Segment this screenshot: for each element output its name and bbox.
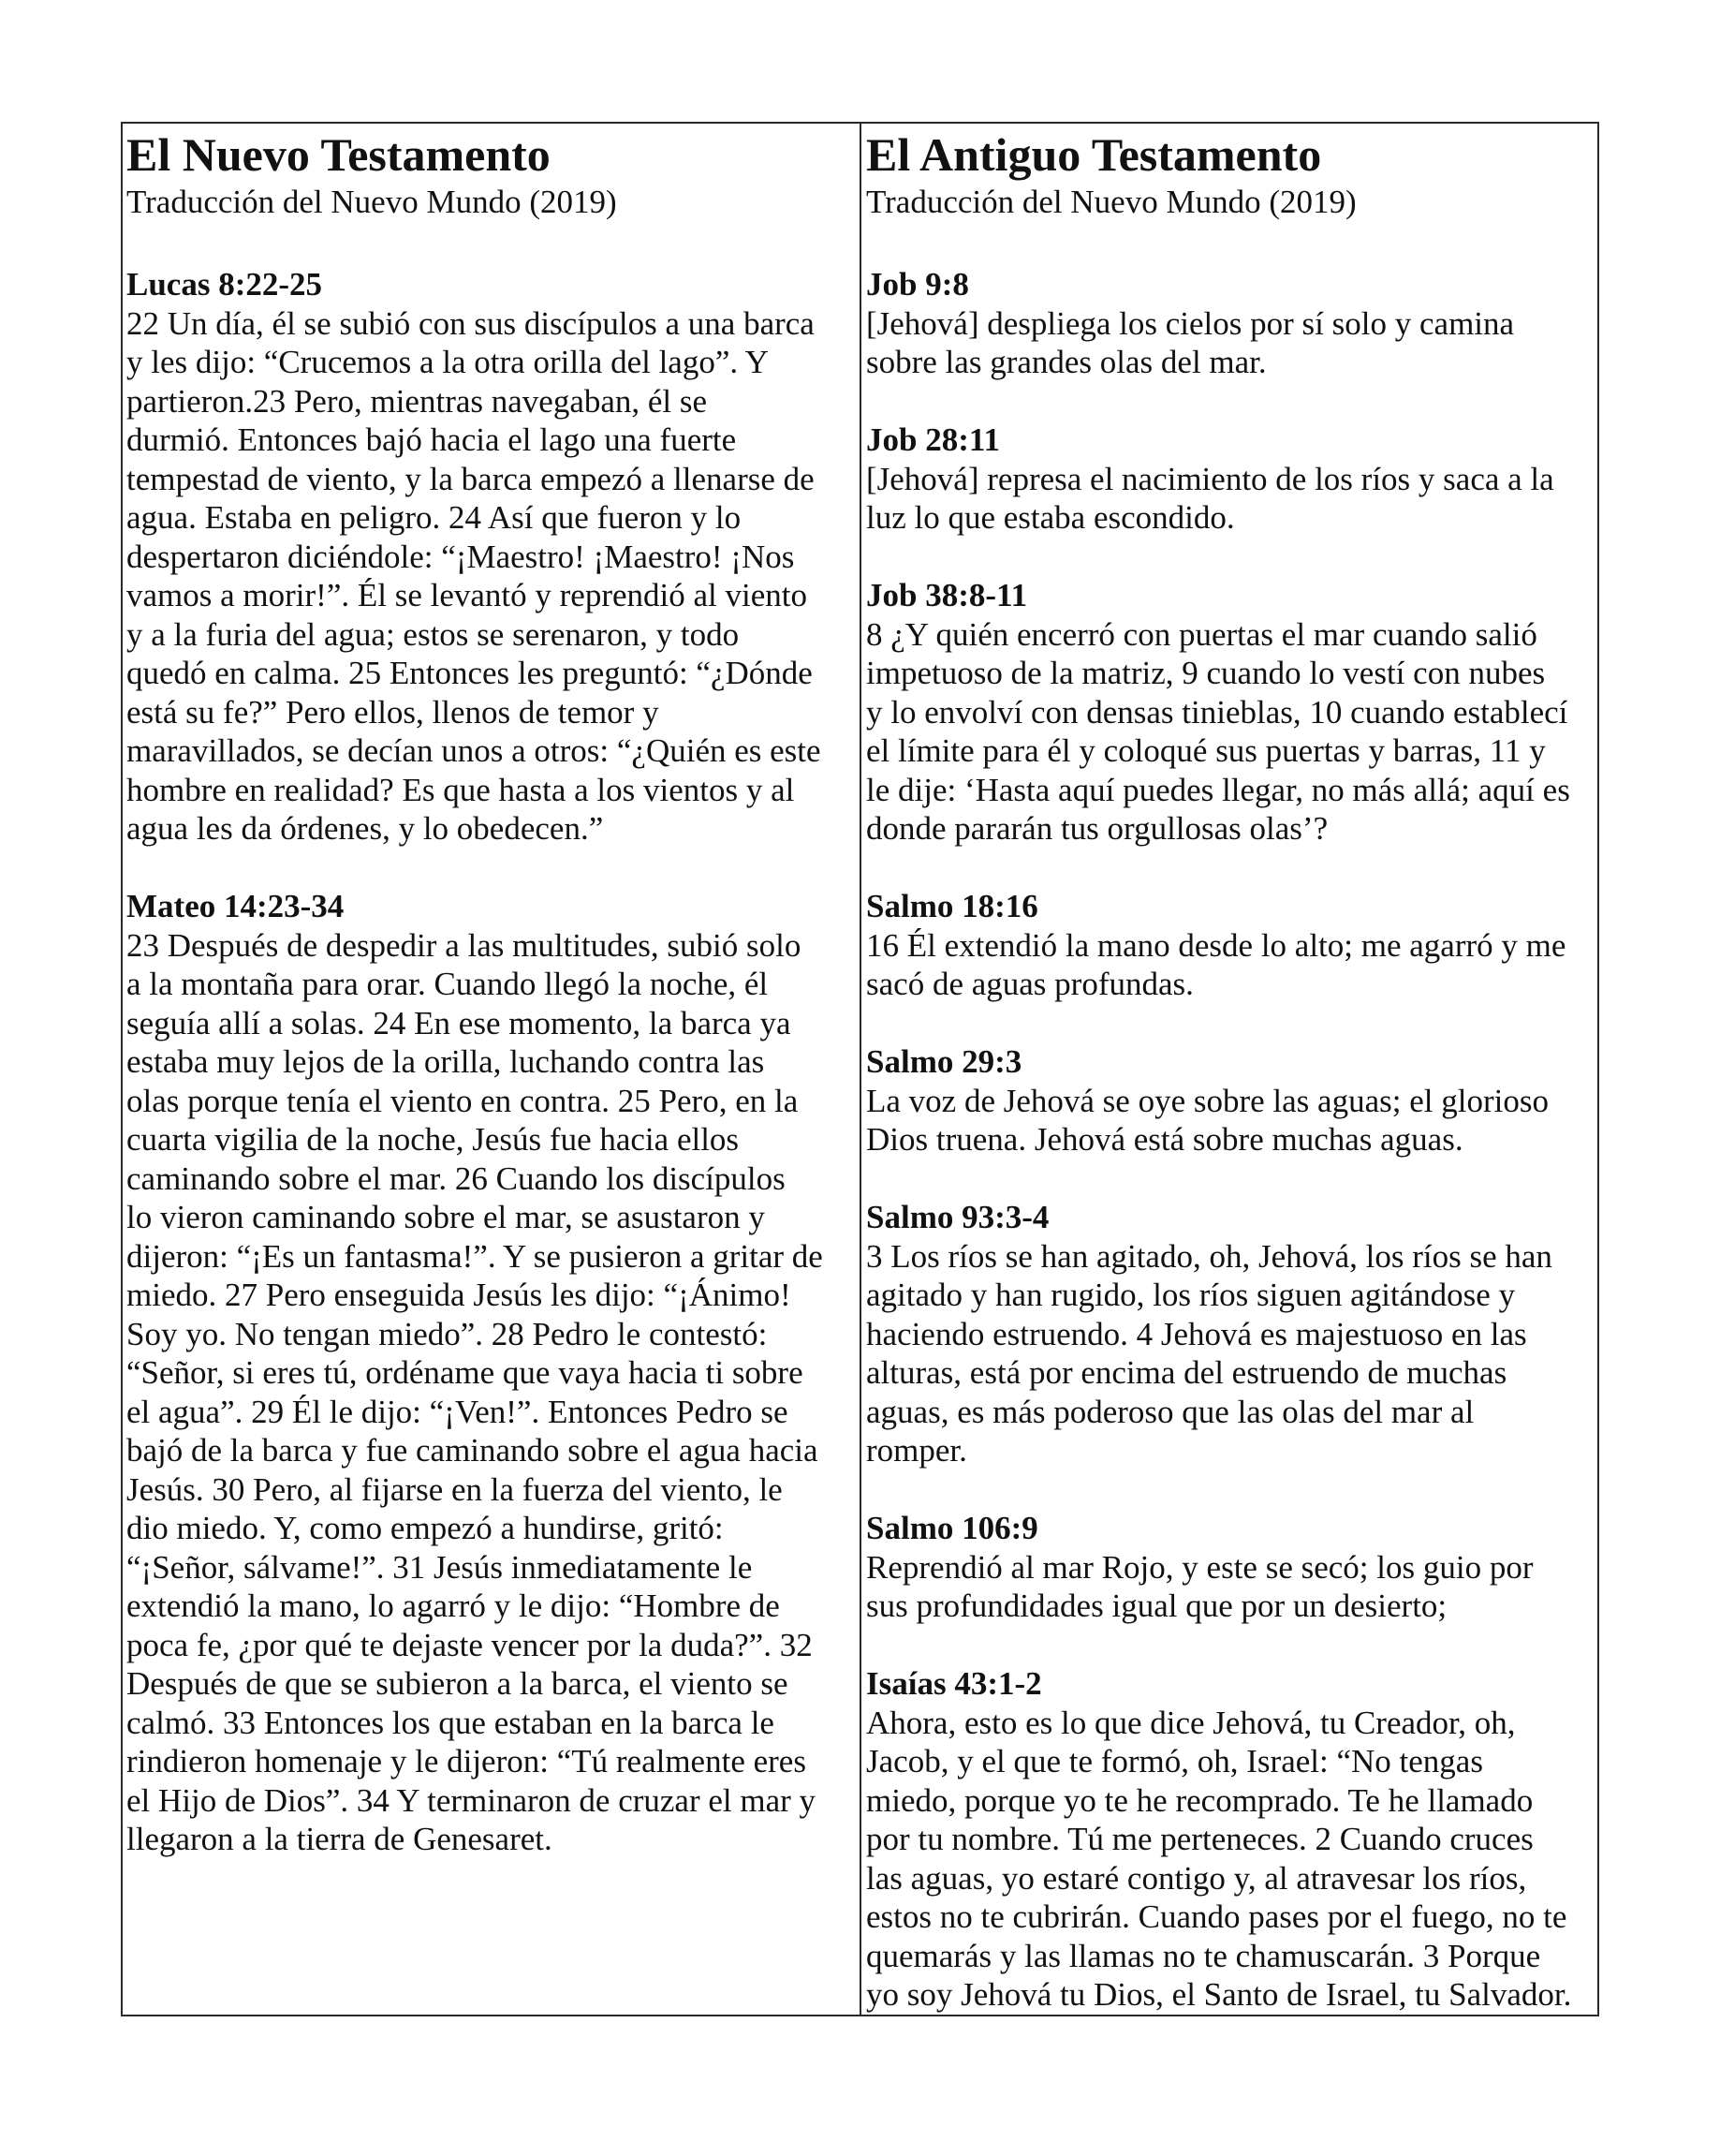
passage-reference: Salmo 106:9 bbox=[866, 1510, 1038, 1547]
text-line: sacó de aguas profundas. bbox=[866, 966, 1194, 1003]
text-line: le dije: ‘Hasta aquí puedes llegar, no más allá; aquí es bbox=[866, 771, 1570, 808]
text-line: Soy yo. No tengan miedo”. 28 Pedro le contestó: bbox=[126, 1315, 768, 1352]
passage-text bbox=[866, 1548, 1597, 1626]
text-line: 3 Los ríos se han agitado, oh, Jehová, los ríos se han bbox=[866, 1237, 1552, 1275]
passage-list bbox=[866, 265, 1597, 2015]
new-testament-column bbox=[123, 124, 861, 2015]
passage bbox=[126, 265, 860, 849]
passage bbox=[866, 1664, 1597, 2015]
passage-reference: Job 28:11 bbox=[866, 421, 1000, 459]
passage-reference: Isaías 43:1-2 bbox=[866, 1665, 1042, 1703]
passage-text bbox=[866, 615, 1597, 849]
text-line: “Señor, si eres tú, ordéname que vaya hacia ti sobre bbox=[126, 1354, 803, 1392]
text-line: agitado y han rugido, los ríos siguen agitándose y bbox=[866, 1277, 1516, 1314]
text-line: a la montaña para orar. Cuando llegó la noche, él bbox=[126, 966, 769, 1003]
text-line: 8 ¿Y quién encerró con puertas el mar cuando salió bbox=[866, 615, 1537, 653]
passage bbox=[126, 887, 860, 1859]
text-line: poca fe, ¿por qué te dejaste vencer por la duda?”. 32 bbox=[126, 1626, 813, 1663]
text-line: Ahora, esto es lo que dice Jehová, tu Creador, oh, bbox=[866, 1704, 1516, 1741]
column-subtitle: Traducción del Nuevo Mundo (2019) bbox=[126, 183, 617, 220]
text-line: quemarás y las llamas no te chamuscarán. 3 Porque bbox=[866, 1937, 1541, 1974]
text-line: seguía allí a solas. 24 En ese momento, la barca ya bbox=[126, 1004, 791, 1041]
text-line: Jacob, y el que te formó, oh, Israel: “No tengas bbox=[866, 1743, 1483, 1780]
text-line: olas porque tenía el viento en contra. 25 Pero, en la bbox=[126, 1082, 799, 1119]
text-line: y les dijo: “Crucemos a la otra orilla del lago”. Y bbox=[126, 344, 769, 381]
text-line: despertaron diciéndole: “¡Maestro! ¡Maestro! ¡Nos bbox=[126, 538, 795, 575]
text-line: las aguas, yo estaré contigo y, al atravesar los ríos, bbox=[866, 1859, 1527, 1897]
passage-text bbox=[866, 1237, 1597, 1470]
spacer bbox=[866, 221, 1597, 265]
text-line: agua. Estaba en peligro. 24 Así que fueron y lo bbox=[126, 499, 742, 537]
passage-text bbox=[866, 926, 1597, 1004]
column-title: El Antiguo Testamento bbox=[866, 128, 1322, 181]
passage-reference: Job 38:8-11 bbox=[866, 577, 1028, 614]
text-line: cuarta vigilia de la noche, Jesús fue hacia ellos bbox=[126, 1121, 740, 1159]
text-line: miedo. 27 Pero enseguida Jesús les dijo: “¡Ánimo! bbox=[126, 1277, 791, 1314]
text-line: alturas, está por encima del estruendo de muchas bbox=[866, 1354, 1507, 1392]
text-line: [Jehová] represa el nacimiento de los ríos y saca a la bbox=[866, 460, 1554, 497]
passage-text bbox=[866, 1082, 1597, 1159]
text-line: bajó de la barca y fue caminando sobre el agua hacia bbox=[126, 1432, 818, 1469]
passage bbox=[866, 887, 1597, 1004]
passage-reference: Lucas 8:22-25 bbox=[126, 266, 323, 303]
text-line: y a la furia del agua; estos se serenaron, y todo bbox=[126, 615, 740, 653]
text-line: extendió la mano, lo agarró y le dijo: “Hombre de bbox=[126, 1587, 780, 1625]
text-line: vamos a morir!”. Él se levantó y reprendió al viento bbox=[126, 577, 807, 614]
old-testament-column bbox=[861, 124, 1597, 2015]
spacer bbox=[126, 221, 860, 265]
text-line: dijeron: “¡Es un fantasma!”. Y se pusieron a gritar de bbox=[126, 1237, 823, 1275]
text-line: partieron.23 Pero, mientras navegaban, él se bbox=[126, 382, 708, 420]
text-line: estaba muy lejos de la orilla, luchando contra las bbox=[126, 1043, 765, 1081]
text-line: el Hijo de Dios”. 34 Y terminaron de cruzar el mar y bbox=[126, 1781, 816, 1819]
text-line: llegaron a la tierra de Genesaret. bbox=[126, 1821, 552, 1858]
comparison-table bbox=[121, 122, 1599, 2016]
text-line: 22 Un día, él se subió con sus discípulos a una barca bbox=[126, 304, 815, 342]
text-line: donde pararán tus orgullosas olas’? bbox=[866, 810, 1329, 848]
text-line: miedo, porque yo te he recomprado. Te he llamado bbox=[866, 1781, 1534, 1819]
text-line: agua les da órdenes, y lo obedecen.” bbox=[126, 810, 604, 848]
text-line: hombre en realidad? Es que hasta a los vientos y al bbox=[126, 771, 795, 808]
passage bbox=[866, 265, 1597, 382]
passage bbox=[866, 576, 1597, 849]
text-line: durmió. Entonces bajó hacia el lago una fuerte bbox=[126, 421, 737, 459]
passage bbox=[866, 1509, 1597, 1626]
text-line: 23 Después de despedir a las multitudes, subió solo bbox=[126, 926, 801, 964]
text-line: 16 Él extendió la mano desde lo alto; me agarró y me bbox=[866, 926, 1566, 964]
passage bbox=[866, 1042, 1597, 1159]
passage-text bbox=[866, 1704, 1597, 2015]
passage-list bbox=[126, 265, 860, 1859]
passage-text bbox=[126, 304, 860, 849]
text-line: Reprendió al mar Rojo, y este se secó; los guio por bbox=[866, 1548, 1534, 1586]
text-line: Jesús. 30 Pero, al fijarse en la fuerza del viento, le bbox=[126, 1470, 783, 1508]
text-line: yo soy Jehová tu Dios, el Santo de Israel, tu Salvador. bbox=[866, 1976, 1572, 2014]
text-line: [Jehová] despliega los cielos por sí solo y camina bbox=[866, 304, 1515, 342]
text-line: lo vieron caminando sobre el mar, se asustaron y bbox=[126, 1199, 765, 1236]
passage-text bbox=[866, 460, 1597, 538]
text-line: y lo envolví con densas tinieblas, 10 cuando establecí bbox=[866, 693, 1568, 731]
text-line: quedó en calma. 25 Entonces les preguntó: “¿Dónde bbox=[126, 655, 813, 692]
passage-text bbox=[126, 926, 860, 1859]
text-line: por tu nombre. Tú me perteneces. 2 Cuando cruces bbox=[866, 1821, 1534, 1858]
text-line: sobre las grandes olas del mar. bbox=[866, 344, 1267, 381]
text-line: romper. bbox=[866, 1432, 967, 1469]
passage bbox=[866, 1198, 1597, 1470]
text-line: el agua”. 29 Él le dijo: “¡Ven!”. Entonces Pedro se bbox=[126, 1393, 788, 1430]
text-line: Dios truena. Jehová está sobre muchas aguas. bbox=[866, 1121, 1463, 1159]
text-line: calmó. 33 Entonces los que estaban en la barca le bbox=[126, 1704, 774, 1741]
text-line: luz lo que estaba escondido. bbox=[866, 499, 1235, 537]
passage-reference: Mateo 14:23-34 bbox=[126, 888, 345, 925]
passage-reference: Salmo 18:16 bbox=[866, 888, 1038, 925]
text-line: impetuoso de la matriz, 9 cuando lo vestí con nubes bbox=[866, 655, 1546, 692]
passage-reference: Salmo 93:3-4 bbox=[866, 1199, 1050, 1236]
text-line: caminando sobre el mar. 26 Cuando los discípulos bbox=[126, 1159, 786, 1197]
text-line: La voz de Jehová se oye sobre las aguas; el glorioso bbox=[866, 1082, 1549, 1119]
text-line: Después de que se subieron a la barca, el viento se bbox=[126, 1665, 788, 1703]
text-line: estos no te cubrirán. Cuando pases por el fuego, no te bbox=[866, 1898, 1567, 1936]
text-line: dio miedo. Y, como empezó a hundirse, gritó: bbox=[126, 1510, 724, 1547]
text-line: está su fe?” Pero ellos, llenos de temor y bbox=[126, 693, 659, 731]
text-line: “¡Señor, sálvame!”. 31 Jesús inmediatamente le bbox=[126, 1548, 753, 1586]
text-line: el límite para él y coloqué sus puertas y barras, 11 y bbox=[866, 732, 1546, 770]
text-line: haciendo estruendo. 4 Jehová es majestuoso en las bbox=[866, 1315, 1527, 1352]
passage bbox=[866, 421, 1597, 538]
column-title: El Nuevo Testamento bbox=[126, 128, 551, 181]
passage-reference: Job 9:8 bbox=[866, 266, 969, 303]
text-line: tempestad de viento, y la barca empezó a llenarse de bbox=[126, 460, 815, 497]
text-line: maravillados, se decían unos a otros: “¿Quién es este bbox=[126, 732, 821, 770]
passage-text bbox=[866, 304, 1597, 382]
text-line: aguas, es más poderoso que las olas del mar al bbox=[866, 1393, 1475, 1430]
column-subtitle: Traducción del Nuevo Mundo (2019) bbox=[866, 183, 1357, 220]
text-line: rindieron homenaje y le dijeron: “Tú realmente eres bbox=[126, 1743, 806, 1780]
passage-reference: Salmo 29:3 bbox=[866, 1043, 1022, 1081]
text-line: sus profundidades igual que por un desierto; bbox=[866, 1587, 1448, 1625]
